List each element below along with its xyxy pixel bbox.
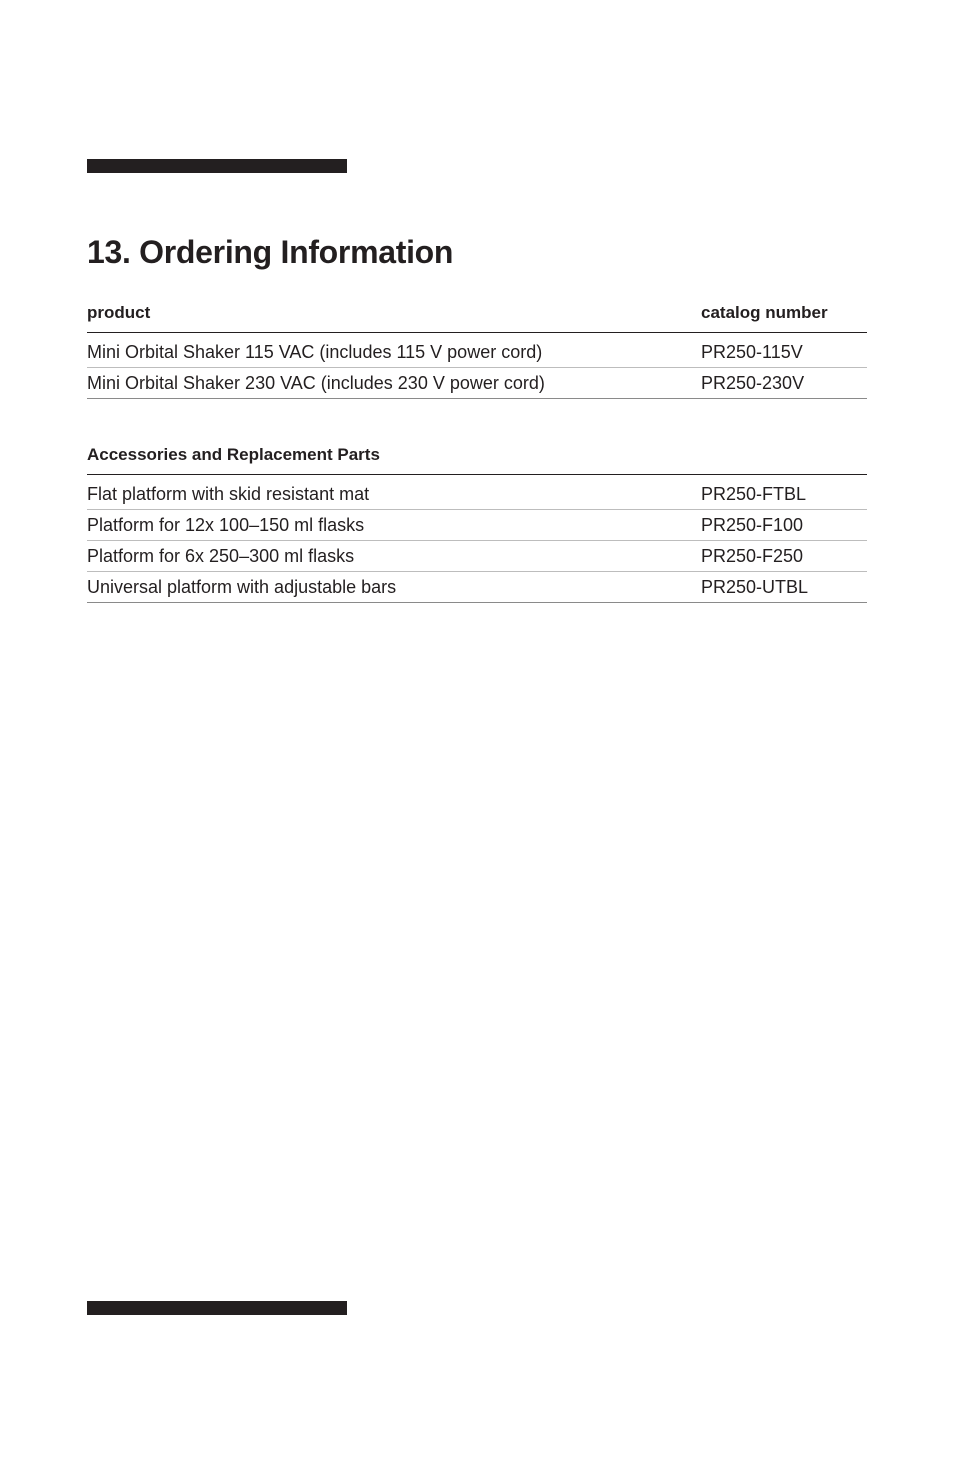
accessories-table [87,442,867,603]
catalog-number: PR250-115V [701,333,867,368]
products-header-row [87,300,867,333]
table-row [87,333,867,368]
accessories-header-row [87,442,867,475]
accessories-header: Accessories and Replacement Parts [87,442,867,475]
catalog-number: PR250-UTBL [701,572,867,603]
table-row [87,368,867,399]
table-row [87,541,867,572]
header-catalog-number: catalog number [701,300,867,333]
catalog-number: PR250-F250 [701,541,867,572]
header-product: product [87,300,701,333]
table-row [87,572,867,603]
product-name: Flat platform with skid resistant mat [87,475,701,510]
product-name: Universal platform with adjustable bars [87,572,701,603]
bottom-decorative-bar [87,1301,347,1315]
product-name: Platform for 6x 250–300 ml flasks [87,541,701,572]
catalog-number: PR250-FTBL [701,475,867,510]
products-table [87,300,867,399]
table-row [87,475,867,510]
catalog-number: PR250-230V [701,368,867,399]
top-decorative-bar [87,159,347,173]
product-name: Platform for 12x 100–150 ml flasks [87,510,701,541]
catalog-number: PR250-F100 [701,510,867,541]
page-title: 13. Ordering Information [87,234,454,270]
product-name: Mini Orbital Shaker 115 VAC (includes 115 V power cord) [87,333,701,368]
product-name: Mini Orbital Shaker 230 VAC (includes 230 V power cord) [87,368,701,399]
table-row [87,510,867,541]
